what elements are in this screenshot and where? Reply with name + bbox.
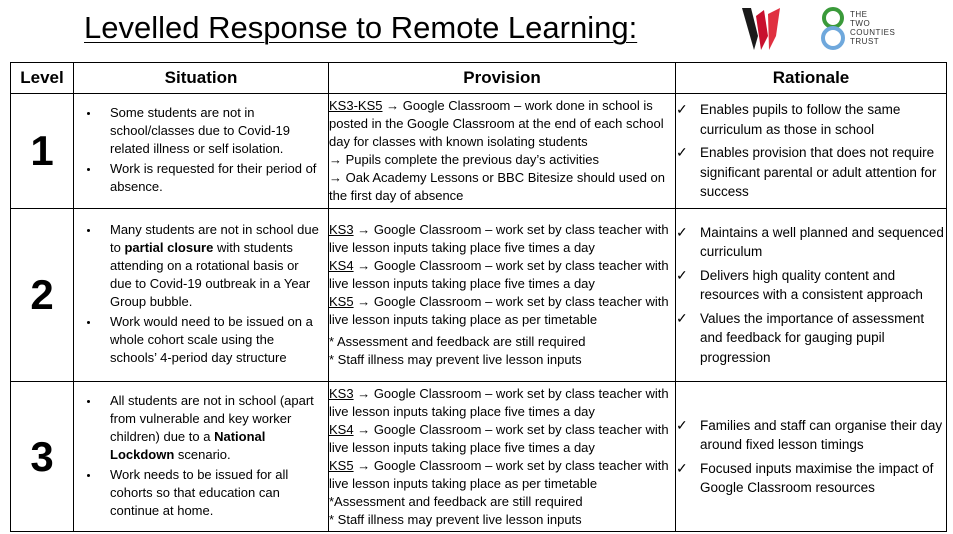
arrow-icon: →	[329, 170, 342, 185]
check-icon: ✓	[676, 223, 688, 240]
key-stage-label: KS3	[329, 385, 354, 401]
situation-cell	[74, 94, 329, 209]
arrow-icon: →	[357, 294, 371, 309]
situation-bullet: • Some students are not in school/classes due to Covid-19 related illness or self isolation.	[100, 104, 322, 158]
provision-cell: KS3 → Google Classroom – work set by class teacher with live lesson inputs taking place five times a day KS4 → Google Classroom – work set by class teacher with live lesson inputs taking place five times a day KS5 → Google Classroom – work set by class teacher with live lesson inputs taking place as per timetable * Assessment and feedback are still required * Staff illness may prevent live lesson inputs	[329, 209, 676, 382]
check-icon: ✓	[676, 416, 688, 433]
key-stage-label: KS3-KS5	[329, 98, 383, 113]
header-level: Level	[11, 63, 74, 94]
check-icon: ✓	[676, 101, 688, 118]
situation-bullet: • Work would need to be issued on a whole cohort scale using the schools’ 4-period day structure	[100, 313, 322, 367]
provision-note: * Assessment and feedback are still required	[329, 334, 586, 349]
check-icon: ✓	[676, 459, 688, 476]
situation-bullet: • Many students are not in school due to partial closure with students attending on a rotational basis or due to Covid-19 outbreak in a Year Group bubble.	[100, 221, 322, 311]
arrow-icon: →	[329, 152, 342, 167]
situation-cell	[74, 382, 329, 532]
level-number: 3	[11, 382, 74, 532]
provision-note: * Staff illness may prevent live lesson inputs	[329, 511, 582, 527]
key-stage-label: KS3	[329, 222, 354, 237]
rationale-item: ✓ Families and staff can organise their day around fixed lesson timings	[676, 416, 946, 455]
level-number: 1	[11, 94, 74, 209]
situation-bullet: • All students are not in school (apart from vulnerable and key worker children) due to a National Lockdown scenario.	[100, 392, 322, 464]
arrow-icon: →	[386, 98, 400, 113]
key-stage-label: KS5	[329, 457, 354, 473]
rationale-cell	[676, 94, 947, 209]
table-row	[11, 209, 947, 382]
rationale-item: ✓ Enables pupils to follow the same curriculum as those in school	[676, 100, 946, 139]
arrow-icon: →	[357, 385, 371, 401]
rationale-item: ✓ Enables provision that does not require significant parental or adult attention for success	[676, 143, 946, 202]
rationale-item: ✓ Delivers high quality content and resources with a consistent approach	[676, 266, 946, 305]
check-icon: ✓	[676, 309, 688, 326]
header-rationale: Rationale	[676, 63, 947, 94]
arrow-icon: →	[357, 457, 371, 473]
provision-note: * Staff illness may prevent live lesson inputs	[329, 352, 582, 367]
page-title: Levelled Response to Remote Learning:	[84, 10, 638, 45]
provision-cell	[329, 94, 676, 209]
situation-bullet: • Work needs to be issued for all cohorts so that education can continue at home.	[100, 466, 322, 520]
situation-bullet: • Work is requested for their period of absence.	[100, 160, 322, 196]
school-crest-logo	[742, 6, 782, 52]
key-stage-label: KS4	[329, 258, 354, 273]
provision-text: Pupils complete the previous day’s activities	[342, 152, 599, 167]
header-provision: Provision	[329, 63, 676, 94]
table-row	[11, 382, 947, 532]
arrow-icon: →	[357, 258, 371, 273]
remote-learning-table	[10, 62, 947, 532]
level-number: 2	[11, 209, 74, 382]
arrow-icon: →	[357, 421, 371, 437]
rationale-item: ✓ Values the importance of assessment and feedback for gauging pupil progression	[676, 309, 946, 368]
header-row	[11, 63, 947, 94]
provision-text: Oak Academy Lessons or BBC Bitesize should used on the first day of absence	[329, 170, 666, 203]
key-stage-label: KS5	[329, 294, 354, 309]
trust-name: THE TWO COUNTIES TRUST	[850, 10, 896, 46]
header-situation: Situation	[74, 63, 329, 94]
situation-cell	[74, 209, 329, 382]
provision-note: *Assessment and feedback are still required	[329, 493, 583, 509]
check-icon: ✓	[676, 144, 688, 161]
rationale-item: ✓ Focused inputs maximise the impact of Google Classroom resources	[676, 459, 946, 498]
provision-text: Google Classroom – work done in school is posted in the Google Classroom at the end of each school day for classes with known isolating students	[329, 98, 664, 149]
key-stage-label: KS4	[329, 421, 354, 437]
trust-logo-icon	[818, 6, 848, 52]
rationale-cell	[676, 382, 947, 532]
provision-cell: KS3 → Google Classroom – work set by class teacher with live lesson inputs taking place five times a day KS4 → Google Classroom – work set by class teacher with live lesson inputs taking place five times a day KS5 → Google Classroom – work set by class teacher with live lesson inputs taking place as per timetable *Assessment and feedback are still required * Staff illness may prevent live lesson inputs	[329, 382, 676, 532]
rationale-cell	[676, 209, 947, 382]
table-row	[11, 94, 947, 209]
check-icon: ✓	[676, 266, 688, 283]
arrow-icon: →	[357, 222, 371, 237]
rationale-item: ✓ Maintains a well planned and sequenced curriculum	[676, 223, 946, 262]
